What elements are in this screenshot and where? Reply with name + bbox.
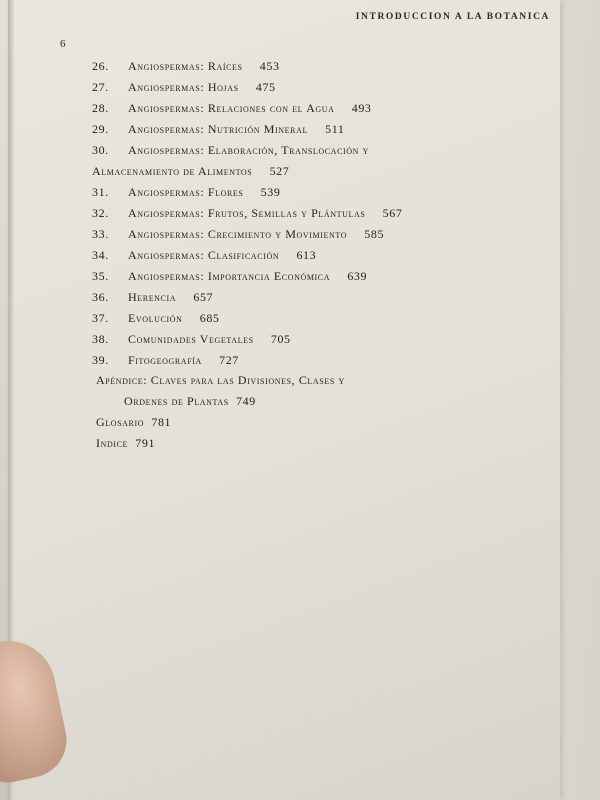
toc-entry-title-text: Angiospermas: Flores bbox=[128, 185, 244, 199]
toc-indice bbox=[96, 433, 155, 454]
toc-entry-number: 38. bbox=[92, 332, 109, 346]
toc-entry bbox=[92, 224, 532, 245]
toc-entry-number: 32. bbox=[92, 206, 109, 220]
toc-entry-number: 31. bbox=[92, 185, 109, 199]
toc-entry-page: 567 bbox=[382, 206, 403, 220]
toc-entry-page: 493 bbox=[351, 101, 372, 115]
toc-entry-number: 30. bbox=[92, 143, 109, 157]
toc-entry-number: 37. bbox=[92, 311, 109, 325]
toc-entry-page: 527 bbox=[269, 164, 290, 178]
toc-entry-title bbox=[128, 56, 532, 77]
toc-entry-page: 453 bbox=[259, 59, 280, 73]
toc-entry-page: 639 bbox=[347, 269, 368, 283]
toc-entry bbox=[92, 203, 532, 224]
toc-entry-page: 539 bbox=[260, 185, 281, 199]
toc-entry-title-text: Angiospermas: Elaboración, Translocación y bbox=[128, 143, 369, 157]
toc-entry-title bbox=[128, 224, 532, 245]
book-page bbox=[8, 0, 560, 800]
toc-entry-title bbox=[128, 266, 532, 287]
toc-glosario bbox=[96, 412, 171, 433]
toc-entry-number: 35. bbox=[92, 269, 109, 283]
toc-entry-title bbox=[128, 308, 532, 329]
indice-page: 791 bbox=[135, 436, 156, 450]
toc-entry-title bbox=[128, 119, 532, 140]
toc-entry-page: 511 bbox=[325, 122, 345, 136]
appendix-title-line1: Apéndice: Claves para las Divisiones, Clases y bbox=[96, 373, 345, 387]
toc-entry-number: 27. bbox=[92, 80, 109, 94]
toc-entry bbox=[92, 140, 532, 182]
toc-entry-title-text: Angiospermas: Relaciones con el Agua bbox=[128, 101, 335, 115]
toc-entry-title-text: Angiospermas: Crecimiento y Movimiento bbox=[128, 227, 348, 241]
toc-entry-page: 657 bbox=[193, 290, 214, 304]
toc-entry-number: 26. bbox=[92, 59, 109, 73]
toc-entry-number: 28. bbox=[92, 101, 109, 115]
toc-entry-title bbox=[128, 77, 532, 98]
toc-entry-page: 475 bbox=[255, 80, 276, 94]
toc-entry-title-cont-text: Almacenamiento de Alimentos bbox=[92, 164, 253, 178]
toc-entry-title-text: Angiospermas: Importancia Económica bbox=[128, 269, 331, 283]
toc-entry bbox=[92, 287, 532, 308]
toc-entry-title bbox=[128, 245, 532, 266]
toc-entry bbox=[92, 56, 532, 77]
toc-entry-number: 29. bbox=[92, 122, 109, 136]
toc-entry-title bbox=[128, 287, 532, 308]
toc-entry-number: 36. bbox=[92, 290, 109, 304]
toc-entry-page: 585 bbox=[364, 227, 385, 241]
toc-entry-page: 705 bbox=[270, 332, 291, 346]
toc-entry-title bbox=[128, 203, 532, 224]
toc-appendix bbox=[96, 370, 536, 412]
glosario-page: 781 bbox=[151, 415, 172, 429]
toc-entry bbox=[92, 182, 532, 203]
appendix-page: 749 bbox=[236, 394, 256, 408]
toc-entry-title bbox=[128, 350, 532, 371]
glosario-title: Glosario bbox=[96, 415, 145, 429]
appendix-title-line2 bbox=[96, 391, 536, 412]
toc-entry-number: 33. bbox=[92, 227, 109, 241]
toc-entry bbox=[92, 308, 532, 329]
toc-entry bbox=[92, 245, 532, 266]
toc-entry-title bbox=[128, 98, 532, 119]
toc-entry bbox=[92, 119, 532, 140]
toc-entry-number: 34. bbox=[92, 248, 109, 262]
toc-entry-title-text: Angiospermas: Nutrición Mineral bbox=[128, 122, 308, 136]
toc-entry-title-text: Comunidades Vegetales bbox=[128, 332, 254, 346]
toc-entry-title-text: Fitogeografía bbox=[128, 353, 202, 367]
toc-entry bbox=[92, 266, 532, 287]
table-of-contents bbox=[92, 56, 532, 371]
toc-entry bbox=[92, 98, 532, 119]
toc-entry-title-text: Angiospermas: Raíces bbox=[128, 59, 243, 73]
toc-entry-title bbox=[128, 329, 532, 350]
page-number: 6 bbox=[60, 38, 66, 50]
toc-entry-page: 685 bbox=[199, 311, 220, 325]
toc-entry bbox=[92, 77, 532, 98]
toc-entry-number: 39. bbox=[92, 353, 109, 367]
running-header: INTRODUCCION A LA BOTANICA bbox=[355, 12, 550, 22]
toc-entry-title-text: Angiospermas: Clasificación bbox=[128, 248, 280, 262]
toc-entry-title bbox=[128, 182, 532, 203]
toc-entry-page: 727 bbox=[219, 353, 239, 367]
indice-title: Indice bbox=[96, 436, 129, 450]
toc-entry-title-text: Evolución bbox=[128, 311, 183, 325]
appendix-title-cont: Ordenes de Plantas bbox=[124, 394, 229, 408]
toc-entry-page: 613 bbox=[296, 248, 317, 262]
toc-entry-title-cont bbox=[92, 161, 532, 182]
toc-entry-title-text: Angiospermas: Frutos, Semillas y Plántulas bbox=[128, 206, 366, 220]
toc-entry bbox=[92, 350, 532, 371]
toc-entry-title-text: Angiospermas: Hojas bbox=[128, 80, 239, 94]
toc-entry bbox=[92, 329, 532, 350]
toc-entry-title-text: Herencia bbox=[128, 290, 177, 304]
